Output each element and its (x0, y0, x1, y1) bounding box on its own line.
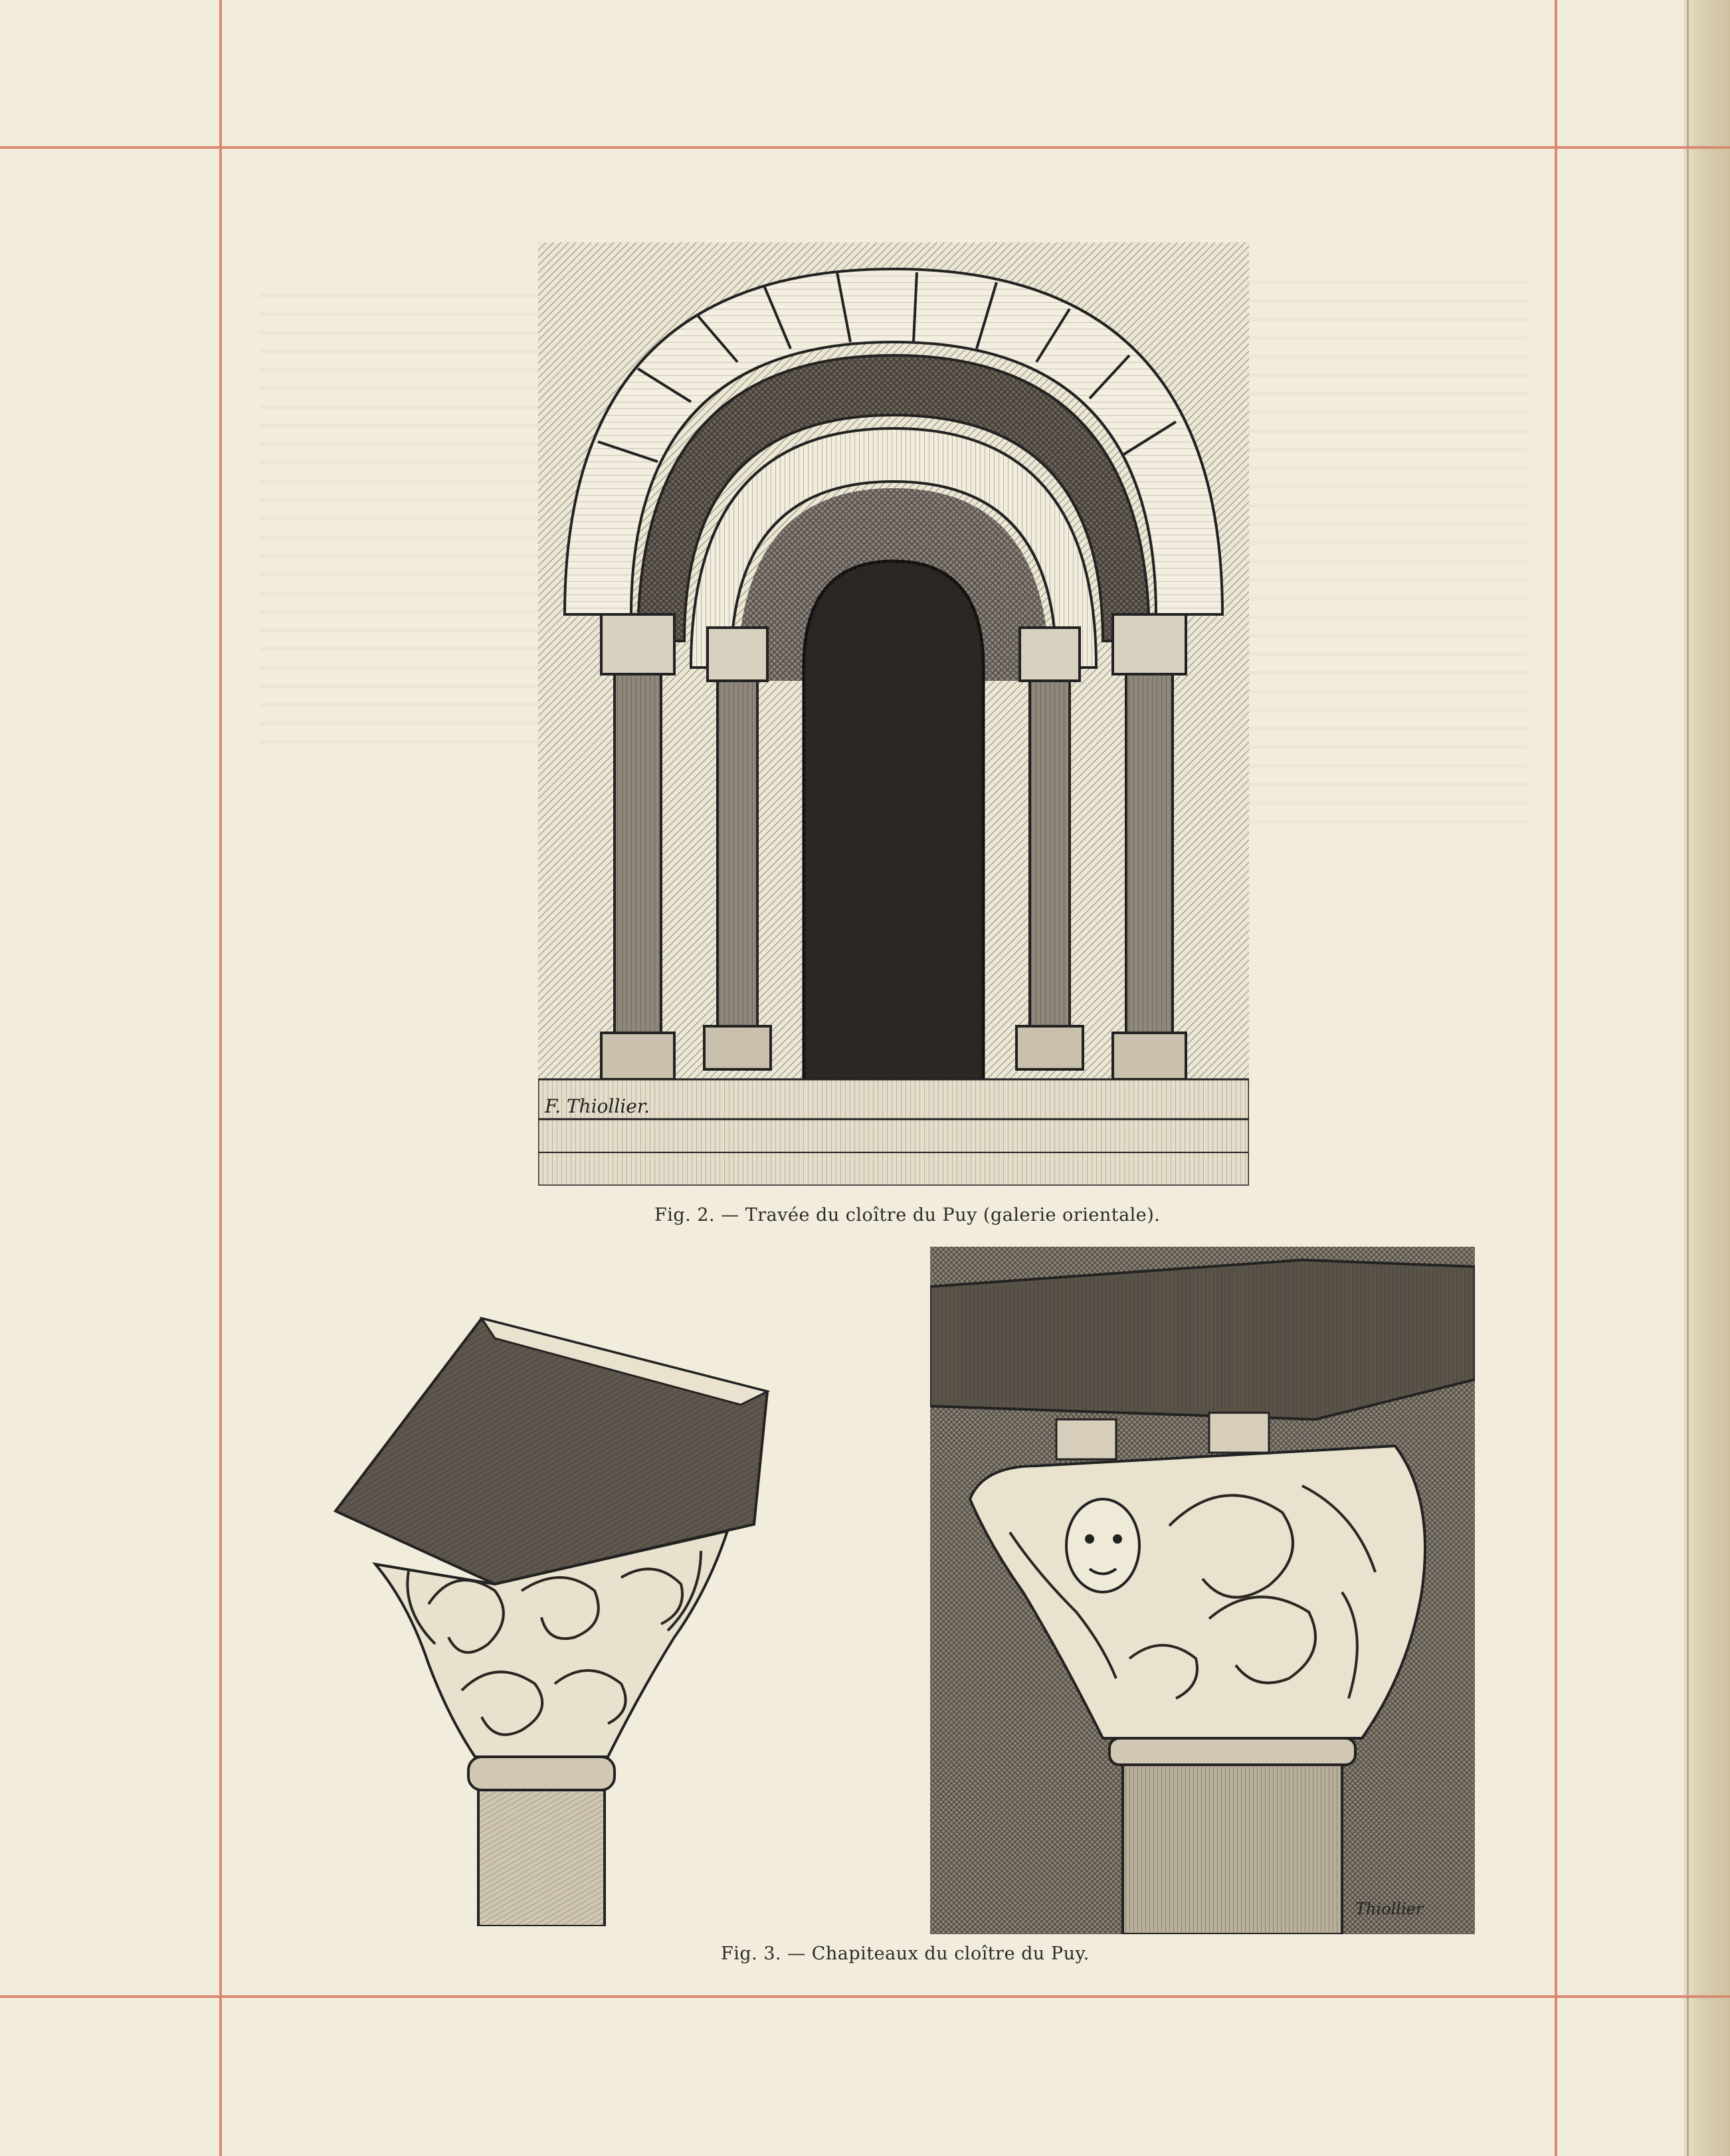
page-edge (1683, 0, 1730, 2156)
figure-3-caption: Fig. 3. — Chapiteaux du cloître du Puy. (721, 1943, 1090, 1964)
figure-3-capital-left (329, 1292, 794, 1926)
figure-2-arcade (538, 242, 1249, 1186)
bleed-through-left (259, 279, 538, 744)
figure-2-signature: F. Thiollier. (545, 1095, 650, 1117)
frame-rule-bottom (0, 1995, 1730, 1998)
frame-rule-top (0, 146, 1730, 149)
frame-rule-right (1555, 0, 1557, 2156)
arcade-illustration (538, 242, 1249, 1186)
figure-3-signature: Thiollier (1355, 1900, 1424, 1918)
page-edge-line (1687, 0, 1689, 2156)
capital-right-illustration (930, 1247, 1475, 1934)
capital-left-illustration (329, 1292, 794, 1926)
frame-rule-left (219, 0, 222, 2156)
figure-2-caption: Fig. 2. — Travée du cloître du Puy (galerie orientale). (654, 1205, 1161, 1225)
bleed-through-right (1249, 279, 1528, 824)
figure-3-capital-right (930, 1247, 1475, 1934)
